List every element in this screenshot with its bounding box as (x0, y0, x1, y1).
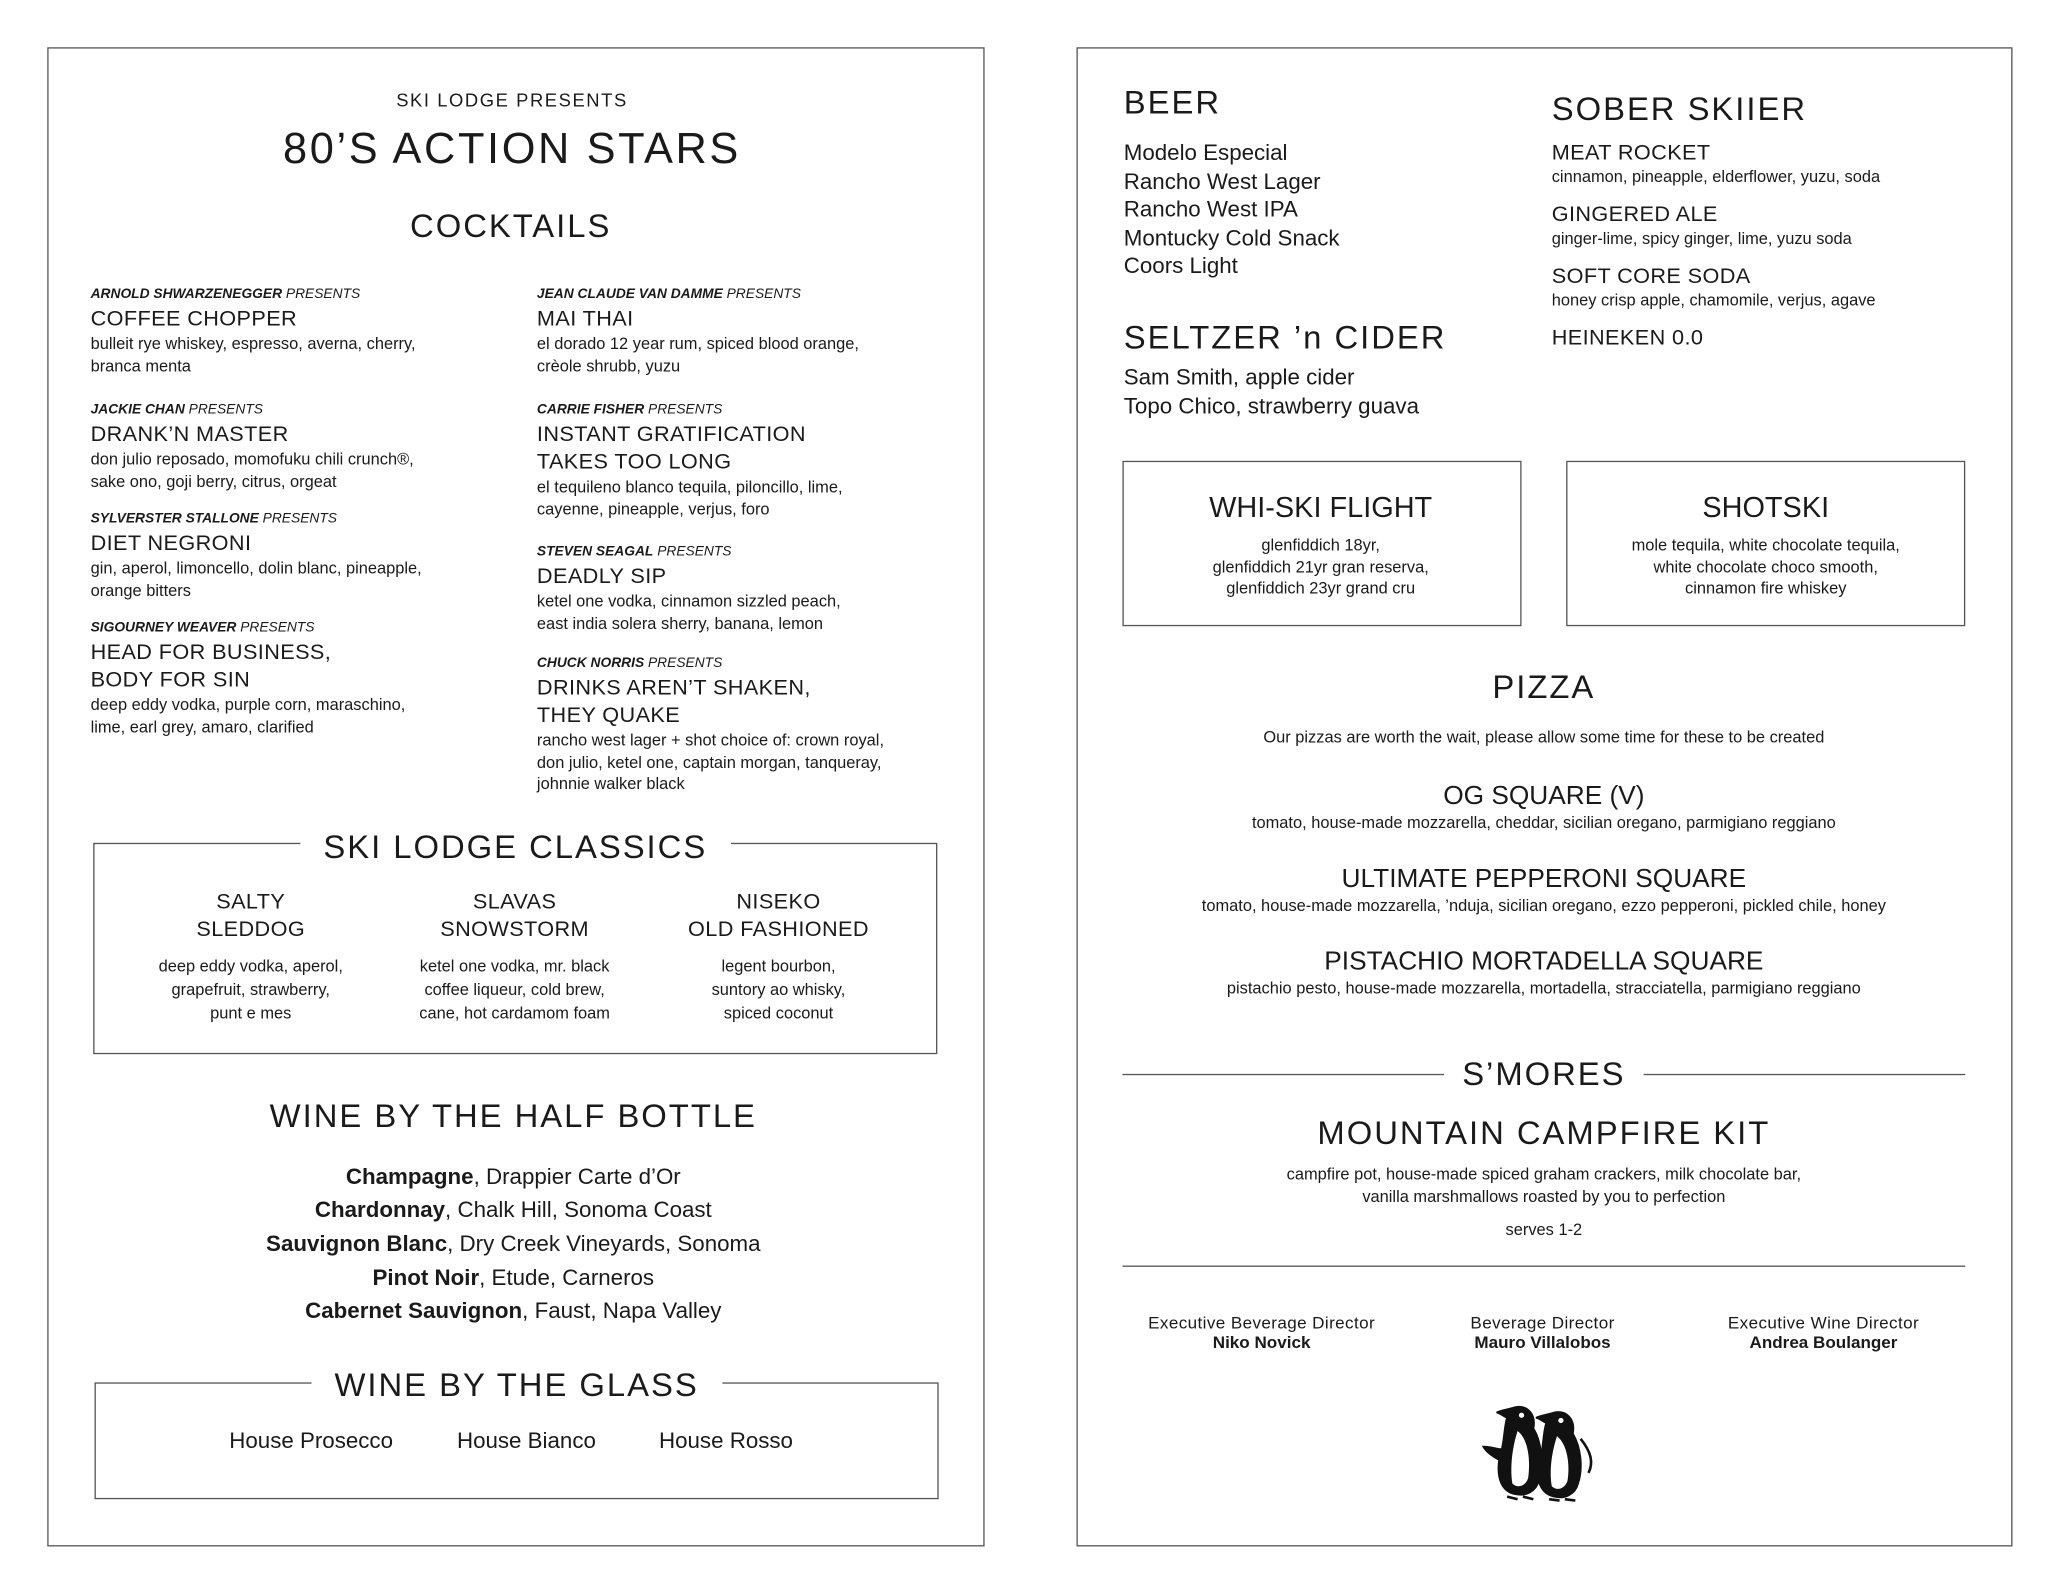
spacer (688, 944, 869, 955)
producer: , Faust, Napa Valley (522, 1298, 721, 1323)
producer: , Dry Creek Vineyards, Sonoma (447, 1231, 760, 1256)
cocktail-desc: crèole shrubb, yuzu (536, 356, 681, 375)
smores-desc (1287, 1164, 1801, 1207)
cocktail-desc: east india solera sherry, banana, lemon (536, 613, 824, 633)
beer-item: Rancho West IPA (1123, 196, 1298, 222)
cocktail-item (91, 286, 511, 377)
serves: serves 1-2 (1505, 1220, 1583, 1239)
classic-name: SALTY (216, 890, 286, 914)
varietal: Cabernet Sauvignon (305, 1298, 523, 1324)
cocktail-presenter (91, 511, 511, 527)
cocktail-name: DIET NEGRONI (90, 531, 252, 556)
presents-word: PRESENTS (240, 619, 315, 636)
beer-item: Rancho West Lager (1123, 168, 1321, 194)
cocktail-item (537, 543, 957, 634)
spacer (159, 944, 343, 955)
sober-item-desc: honey crisp apple, chamomile, verjus, agave (1551, 291, 1876, 310)
sober-item-name: GINGERED ALE (1551, 202, 1718, 227)
cocktail-desc: orange bitters (90, 580, 191, 600)
cocktail-name: COFFEE CHOPPER (90, 307, 298, 331)
cocktail-desc: el tequileno blanco tequila, piloncillo, lime, (536, 477, 843, 497)
seltzer-list (1124, 364, 1419, 420)
seltzer-heading: SELTZER ’n CIDER (1123, 319, 1447, 357)
half-bottle-item (346, 1164, 681, 1190)
classic-name: OLD FASHIONED (688, 917, 869, 942)
cocktail-name: DRINKS AREN’T SHAKEN, (536, 676, 811, 700)
presenter-name: CARRIE FISHER (536, 401, 645, 418)
flight-heading: WHI-SKI FLIGHT (1209, 490, 1433, 524)
cocktail-desc: cayenne, pineapple, verjus, foro (536, 499, 770, 518)
classic-item (419, 889, 610, 1026)
presents-word: PRESENTS (188, 401, 263, 418)
smores-item: MOUNTAIN CAMPFIRE KIT (1317, 1115, 1771, 1152)
cocktail-name: INSTANT GRATIFICATION (536, 422, 806, 447)
pizza-desc: tomato, house-made mozzarella, ’nduja, sicilian oregano, ezzo pepperoni, pickled chile, honey (1201, 896, 1886, 915)
cocktail-item (91, 402, 511, 493)
cocktail-desc: sake ono, goji berry, citrus, orgeat (90, 471, 337, 491)
cocktail-desc: branca menta (90, 356, 191, 375)
pizza-name: OG SQUARE (V) (1443, 781, 1645, 811)
cocktail-desc: lime, earl grey, amaro, clarified (90, 717, 314, 736)
producer: , Chalk Hill, Sonoma Coast (445, 1197, 712, 1222)
cocktail-desc: bulleit rye whiskey, espresso, averna, cherry, (90, 334, 416, 354)
classic-desc: legent bourbon, (721, 957, 836, 976)
credit (1470, 1313, 1614, 1352)
cocktail-desc: don julio, ketel one, captain morgan, tanqueray, (536, 752, 882, 772)
spacer (419, 944, 610, 955)
pizza-name: PISTACHIO MORTADELLA SQUARE (1324, 947, 1764, 977)
flight-desc (1213, 535, 1429, 600)
presenter-name: ARNOLD SHWARZENEGGER (90, 286, 283, 302)
glass-item: House Rosso (658, 1428, 793, 1454)
varietal: Sauvignon Blanc (266, 1231, 448, 1257)
cocktail-name: HEAD FOR BUSINESS, (90, 640, 332, 665)
presenter-name: STEVEN SEAGAL (536, 543, 654, 560)
pizza-heading: PIZZA (1492, 668, 1596, 706)
cocktail-presenter (537, 543, 957, 559)
sober-item-desc: cinnamon, pineapple, elderflower, yuzu, soda (1551, 167, 1881, 187)
cocktail-presenter (537, 402, 957, 418)
shotski-line: white chocolate choco smooth, (1653, 557, 1878, 576)
divider (1122, 1074, 1444, 1075)
glass-item: House Prosecco (229, 1428, 394, 1454)
classics-heading: SKI LODGE CLASSICS (300, 829, 731, 867)
varietal: Pinot Noir (372, 1265, 480, 1291)
shotski-line: mole tequila, white chocolate tequila, (1631, 535, 1900, 555)
shotski-line: cinnamon fire whiskey (1684, 579, 1847, 598)
half-bottle-item (373, 1266, 655, 1292)
classic-name: NISEKO (736, 890, 821, 914)
cocktail-desc: ketel one vodka, cinnamon sizzled peach, (536, 592, 841, 611)
classic-desc: deep eddy vodka, aperol, (158, 957, 343, 976)
smores-line: campfire pot, house-made spiced graham crackers, milk chocolate bar, (1286, 1165, 1802, 1184)
presenter-name: SIGOURNEY WEAVER (90, 619, 237, 636)
half-bottle-item (305, 1298, 721, 1324)
cocktail-name: DEADLY SIP (536, 564, 667, 589)
classic-item (159, 889, 343, 1026)
sober-item-name: MEAT ROCKET (1551, 141, 1711, 165)
flight-line: glenfiddich 21yr gran reserva, (1212, 557, 1429, 576)
seltzer-item: Topo Chico, strawberry guava (1123, 393, 1419, 419)
beer-item: Modelo Especial (1123, 140, 1288, 166)
cocktail-presenter (537, 286, 957, 302)
flight-line: glenfiddich 23yr grand cru (1226, 579, 1416, 598)
classic-desc: grapefruit, strawberry, (171, 980, 330, 1000)
sober-heading: SOBER SKIIER (1551, 91, 1808, 128)
classic-name: SLAVAS (472, 890, 557, 914)
cocktail-item (91, 511, 511, 602)
cocktail-name: DRANK’N MASTER (90, 422, 289, 447)
pizza-desc: tomato, house-made mozzarella, cheddar, sicilian oregano, parmigiano reggiano (1251, 813, 1836, 832)
pizza-name: ULTIMATE PEPPERONI SQUARE (1341, 864, 1747, 894)
eyebrow: SKI LODGE PRESENTS (396, 89, 628, 111)
credit-role: Executive Beverage Director (1148, 1312, 1376, 1333)
sober-item-name: SOFT CORE SODA (1551, 264, 1751, 289)
smores-heading: S’MORES (1462, 1056, 1626, 1093)
half-bottle-item (266, 1231, 760, 1257)
classic-desc: suntory ao whisky, (711, 980, 846, 1000)
credit-name: Niko Novick (1212, 1332, 1311, 1353)
classic-name: SLEDDOG (196, 917, 306, 942)
cocktail-item (537, 402, 957, 520)
menu-title: 80’S ACTION STARS (283, 123, 741, 172)
pizza-desc: pistachio pesto, house-made mozzarella, mortadella, stracciatella, parmigiano reggiano (1226, 979, 1861, 998)
cocktail-desc: don julio reposado, momofuku chili crunch®, (90, 450, 414, 469)
beer-item: Montucky Cold Snack (1123, 225, 1340, 251)
presents-word: PRESENTS (262, 510, 337, 527)
cocktail-desc: johnnie walker black (536, 774, 685, 793)
cocktail-item (537, 286, 957, 377)
cocktail-desc: rancho west lager + shot choice of: crown royal, (536, 731, 885, 750)
classic-name: SNOWSTORM (440, 917, 589, 942)
presents-word: PRESENTS (648, 401, 723, 418)
presents-word: PRESENTS (726, 286, 801, 302)
cocktails-heading: COCKTAILS (410, 208, 612, 245)
presenter-name: JEAN CLAUDE VAN DAMME (536, 286, 723, 302)
presenter-name: JACKIE CHAN (90, 401, 185, 418)
divider (1122, 1266, 1965, 1267)
sober-item-desc: ginger-lime, spicy ginger, lime, yuzu soda (1551, 229, 1852, 248)
cocktail-name: MAI THAI (536, 307, 634, 331)
glass-heading: WINE BY THE GLASS (311, 1367, 722, 1405)
pizza-note: Our pizzas are worth the wait, please allow some time for these to be created (1263, 728, 1825, 747)
cocktail-name: THEY QUAKE (536, 703, 681, 728)
seltzer-item: Sam Smith, apple cider (1123, 364, 1355, 390)
presenter-name: SYLVERSTER STALLONE (90, 510, 259, 527)
cocktail-presenter (91, 402, 511, 418)
cocktail-item (537, 655, 957, 795)
beer-heading: BEER (1123, 84, 1222, 122)
classic-desc: cane, hot cardamom foam (419, 1004, 610, 1023)
presenter-name: CHUCK NORRIS (536, 655, 645, 671)
classic-desc: punt e mes (210, 1004, 292, 1023)
beer-list (1124, 139, 1340, 280)
glass-item: House Bianco (456, 1428, 596, 1454)
cocktail-desc: el dorado 12 year rum, spiced blood orange, (536, 334, 859, 354)
smores-line: vanilla marshmallows roasted by you to perfection (1362, 1186, 1726, 1206)
classic-desc: ketel one vodka, mr. black (419, 957, 610, 976)
half-bottle-heading: WINE BY THE HALF BOTTLE (269, 1098, 757, 1135)
divider (1644, 1074, 1966, 1075)
credit-role: Executive Wine Director (1727, 1312, 1920, 1333)
sober-item-name: HEINEKEN 0.0 (1551, 326, 1704, 350)
cocktail-name: BODY FOR SIN (90, 668, 251, 692)
varietal: Chardonnay (314, 1197, 446, 1223)
presents-word: PRESENTS (285, 286, 361, 302)
credit-name: Andrea Boulanger (1749, 1332, 1898, 1353)
credit (1148, 1313, 1375, 1352)
cocktail-presenter (537, 655, 957, 671)
cocktail-name: TAKES TOO LONG (536, 450, 732, 474)
cocktail-desc: deep eddy vodka, purple corn, maraschino, (90, 695, 406, 715)
classic-desc: spiced coconut (723, 1004, 834, 1023)
varietal: Champagne (345, 1164, 474, 1190)
cocktail-item (91, 620, 511, 738)
credit-name: Mauro Villalobos (1474, 1332, 1611, 1353)
presents-word: PRESENTS (647, 655, 723, 671)
penguins-icon (1478, 1399, 1609, 1501)
cocktail-desc: gin, aperol, limoncello, dolin blanc, pineapple, (90, 559, 422, 578)
shotski-desc (1632, 535, 1900, 600)
credit-role: Beverage Director (1470, 1312, 1615, 1333)
beer-item: Coors Light (1123, 253, 1238, 279)
flight-line: glenfiddich 18yr, (1261, 535, 1380, 555)
producer: , Etude, Carneros (479, 1266, 654, 1291)
classic-desc: coffee liqueur, cold brew, (424, 980, 605, 1000)
presents-word: PRESENTS (657, 543, 732, 560)
producer: , Drappier Carte d’Or (474, 1164, 681, 1189)
cocktail-presenter (91, 620, 511, 636)
cocktail-presenter (91, 286, 511, 302)
credit (1728, 1313, 1919, 1352)
classic-item (688, 889, 869, 1026)
half-bottle-item (315, 1197, 712, 1223)
shotski-heading: SHOTSKI (1702, 490, 1830, 524)
